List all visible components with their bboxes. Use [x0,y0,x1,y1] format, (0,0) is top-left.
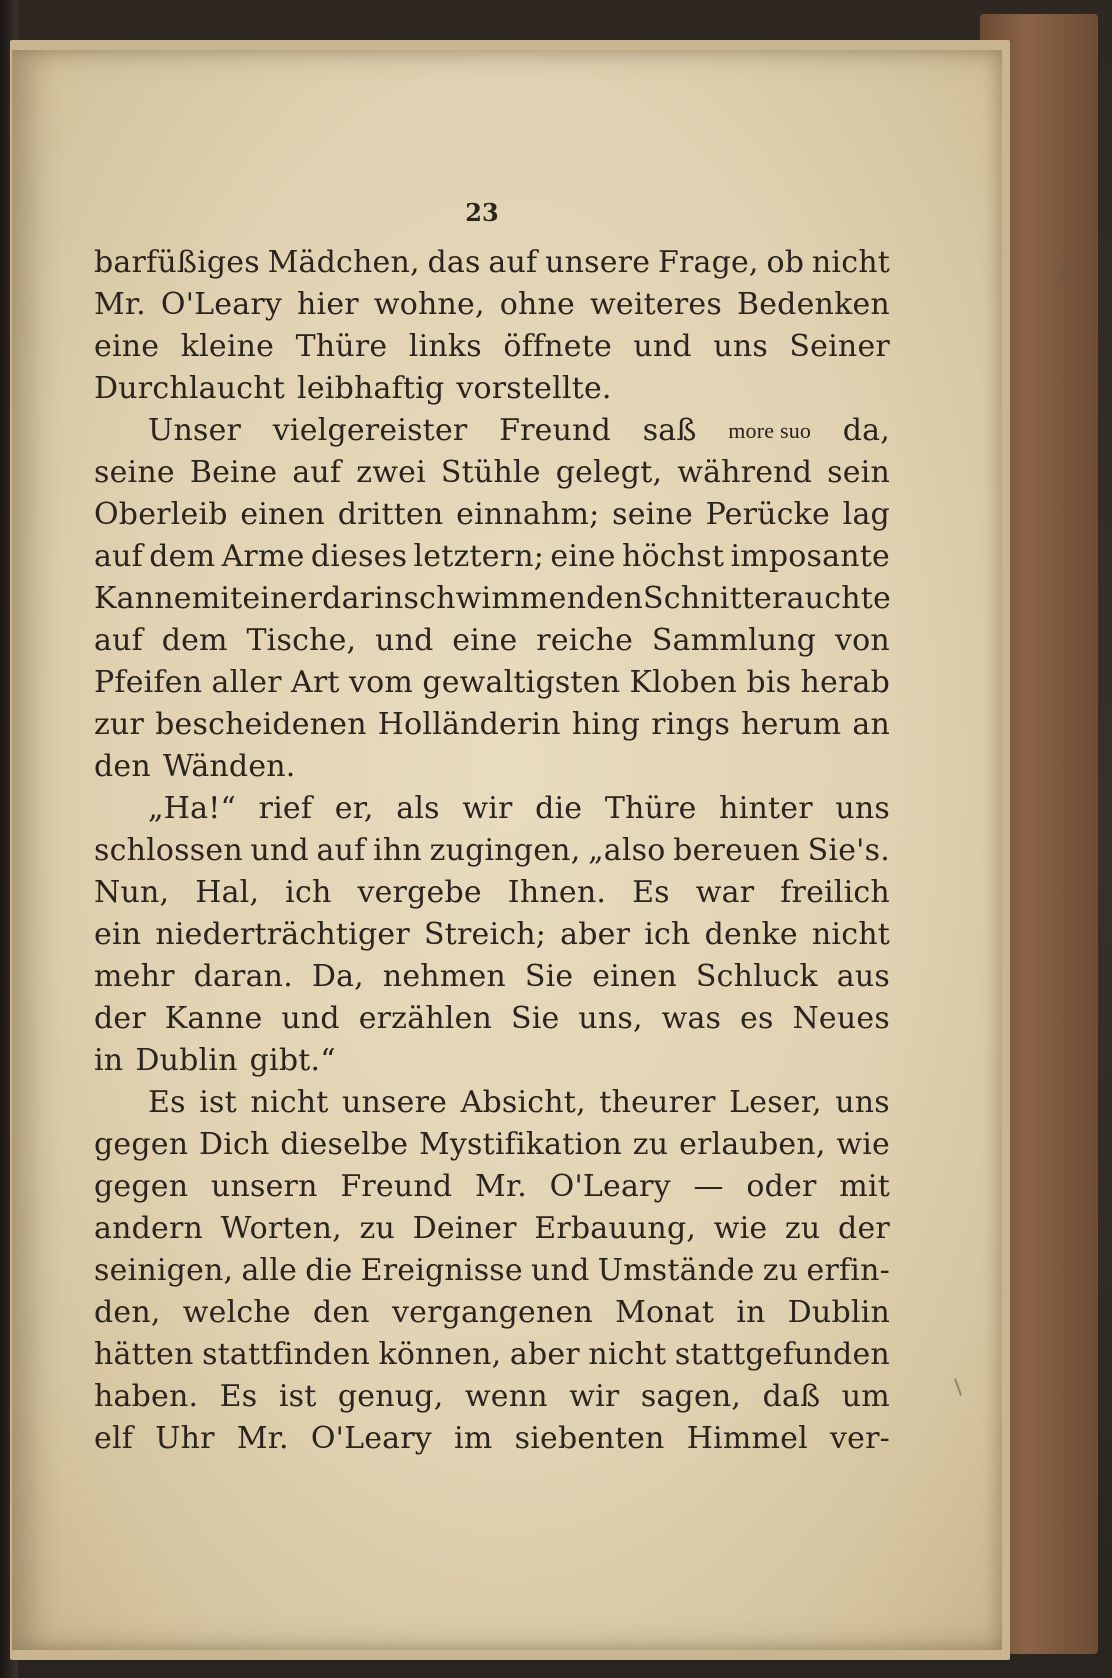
word: freilich [780,875,890,910]
word: Art [290,665,340,700]
word: elf [94,1421,134,1456]
word: Es [148,1085,186,1120]
word: Ereignisse [360,1253,523,1288]
word: zur [94,707,145,742]
word: „Ha!“ [148,791,236,826]
word: vergebe [357,875,482,910]
word: in [736,1295,766,1330]
word: im [454,1421,493,1456]
word: O'Leary [310,1421,432,1456]
word: hinter [719,791,813,826]
word: darin [322,581,404,616]
word: dieselbe [280,1127,409,1162]
text-line [94,536,890,578]
word: den [94,749,151,784]
word: Es [632,875,670,910]
word: höchst [621,539,725,574]
word: ob [766,245,805,280]
word: daran. [193,959,293,994]
word: seine [94,455,175,490]
text-line [94,1418,890,1460]
word: Kloben [629,665,738,700]
text-line [94,326,890,368]
word: Leser, [729,1085,822,1120]
word: eine [550,539,616,574]
word: Mr. [475,1169,527,1204]
word: es [740,1001,774,1036]
word: auf [488,245,538,280]
word: um [841,1379,890,1414]
word: Holländerin [377,707,561,742]
word: können, [378,1337,502,1372]
word: als [396,791,440,826]
word: Sammlung [651,623,817,658]
word: einen [240,497,326,532]
word: eine [94,329,160,364]
word: Mr. [94,287,146,322]
word: ihn [373,833,422,868]
word: O'Leary [160,287,283,322]
word: einnahm; [456,497,600,532]
word: Worten, [220,1211,342,1246]
word: Uhr [155,1421,215,1456]
word: die [535,791,583,826]
word: Kanne [94,581,192,616]
text-line [94,1250,890,1292]
word: Schluck [695,959,818,994]
text-line [94,1208,890,1250]
text-line [94,830,890,872]
word: dritten [337,497,444,532]
text-line [94,956,890,998]
word: saß [642,413,697,448]
book-page [12,50,1002,1650]
word: bis [746,665,792,700]
word: denke [704,917,798,952]
word: Himmel [686,1421,808,1456]
word: niederträchtiger [155,917,410,952]
word: auf [292,455,342,490]
text-line [94,788,890,830]
word: dem [161,623,228,658]
word: Seiner [789,329,890,364]
word: mit [191,581,243,616]
word: wie [713,1211,768,1246]
word: den [312,1295,370,1330]
word: Stühle [440,455,541,490]
word: zu [784,1211,821,1246]
word: Thüre [295,329,388,364]
word: alle [241,1253,298,1288]
word: barfüßiges [94,245,260,280]
text-line [94,242,890,284]
word: vielgereister [272,413,468,448]
word: bereuen [673,833,801,868]
word: schlossen [94,833,243,868]
word: theurer [599,1085,716,1120]
word: Pfeifen [94,665,203,700]
text-line [94,620,890,662]
word: zugingen, [429,833,581,868]
word: sagen, [640,1379,742,1414]
word: Schnitte [642,581,773,616]
word: vorstellte. [456,371,612,406]
page-number: 23 [465,198,499,227]
word: O'Leary [549,1169,671,1204]
word: sein [827,455,890,490]
text-line [94,494,890,536]
word: kleine [180,329,275,364]
text-line [94,704,890,746]
word: Sie [510,1001,560,1036]
word: oder [746,1169,817,1204]
word: ohne [499,287,576,322]
word: Beine [189,455,278,490]
word: aber [560,917,631,952]
word: und [375,623,434,658]
word: nicht [588,1337,667,1372]
word: Streich; [423,917,547,952]
word: Mädchen, [267,245,420,280]
word: rief [258,791,313,826]
word: Sie's. [807,833,890,868]
word: lag [842,497,890,532]
word: zu [762,1253,799,1288]
word: weiteres [590,287,722,322]
word: Umstände [597,1253,755,1288]
word: ich [285,875,332,910]
word: Dublin [787,1295,890,1330]
word: Unser [148,413,242,448]
word: haben. [94,1379,199,1414]
word: Da, [311,959,364,994]
word: Wänden. [162,749,296,784]
word: herab [800,665,890,700]
word: zu [632,1127,669,1162]
text-line [94,746,890,788]
word: seinigen, [94,1253,234,1288]
word: da, [842,413,890,448]
word: Neues [792,1001,890,1036]
word: vom [348,665,414,700]
word: Sie [524,959,574,994]
word: Dublin [135,1043,238,1078]
word: Freund [499,413,612,448]
word: herum [741,707,842,742]
word: einer [242,581,323,616]
word: nicht [250,1085,329,1120]
word: ver- [830,1421,890,1456]
word: aus [836,959,890,994]
word: Dich [199,1127,270,1162]
text-line [94,1334,890,1376]
word: auf [316,833,366,868]
word: auf [94,539,143,574]
word: Oberleib [94,497,228,532]
word: stattfinden [202,1337,371,1372]
word: leibhaftig [297,371,445,406]
word: Arme [221,539,305,574]
word: ist [278,1379,317,1414]
word: erlauben, [679,1127,826,1162]
word: öffnete [503,329,612,364]
word: einen [592,959,677,994]
word: seine [612,497,693,532]
word: uns, [578,1001,643,1036]
word: Kanne [164,1001,263,1036]
word: nicht [811,917,890,952]
word: more suo [728,418,812,443]
word: der [94,1001,146,1036]
word: und [531,1253,590,1288]
word: eine [452,623,518,658]
word: letztern; [413,539,545,574]
word: daß [762,1379,821,1414]
page-text [94,242,890,1460]
word: erfin- [806,1253,890,1288]
word: erzählen [358,1001,493,1036]
word: welche [182,1295,291,1330]
text-line [94,1166,890,1208]
text-line [94,1082,890,1124]
word: schwimmenden [403,581,643,616]
word: — [693,1169,724,1204]
word: den, [94,1295,161,1330]
word: wir [462,791,513,826]
word: links [408,329,482,364]
text-line [94,578,890,620]
word: die [305,1253,353,1288]
word: wir [569,1379,620,1414]
word: was [661,1001,722,1036]
word: uns [835,1085,890,1120]
word: ich [644,917,691,952]
text-line [94,410,890,452]
text-line [94,872,890,914]
text-line [94,1040,890,1082]
word: das [427,245,481,280]
word: dieses [310,539,408,574]
word: Thüre [604,791,697,826]
word: Frage, [657,245,759,280]
word: stattgefunden [674,1337,890,1372]
word: bescheidenen [155,707,367,742]
text-line [94,914,890,956]
word: Ihnen. [507,875,607,910]
word: gibt.“ [249,1043,336,1078]
word: unsern [210,1169,318,1204]
word: siebenten [514,1421,665,1456]
word: zwei [356,455,426,490]
word: andern [94,1211,204,1246]
word: mehr [94,959,175,994]
word: nehmen [382,959,506,994]
word: hätten [94,1337,194,1372]
word: während [677,455,813,490]
word: Durchlaucht [94,371,286,406]
text-line [94,452,890,494]
word: aber [509,1337,580,1372]
text-line [94,368,890,410]
word: zu [359,1211,396,1246]
word: und [281,1001,340,1036]
word: uns [713,329,768,364]
word: ein [94,917,142,952]
word: uns [835,791,890,826]
word: hing [571,707,641,742]
word: Absicht, [460,1085,586,1120]
word: Nun, [94,875,170,910]
text-line [94,662,890,704]
word: war [695,875,755,910]
word: und [633,329,692,364]
word: rauchte [772,581,891,616]
word: mit [839,1169,890,1204]
word: gelegt, [555,455,663,490]
word: Erbauung, [534,1211,697,1246]
text-line [94,1124,890,1166]
word: rings [651,707,731,742]
text-line [94,1376,890,1418]
word: unsere [342,1085,448,1120]
word: aller [211,665,282,700]
word: vergangenen [391,1295,593,1330]
word: imposante [730,539,890,574]
word: von [834,623,890,658]
word: gegen [94,1127,189,1162]
word: wie [836,1127,890,1162]
word: dem [149,539,216,574]
word: hier [297,287,359,322]
word: und [250,833,309,868]
word: Es [219,1379,258,1414]
word: genug, [337,1379,444,1414]
word: er, [334,791,374,826]
word: Freund [340,1169,453,1204]
word: Hal, [195,875,260,910]
word: nicht [811,245,890,280]
word: Monat [615,1295,715,1330]
word: Tische, [246,623,357,658]
word: auf [94,623,143,658]
text-line [94,998,890,1040]
word: Deiner [412,1211,517,1246]
word: Bedenken [736,287,890,322]
word: Mr. [236,1421,289,1456]
word: an [852,707,890,742]
word: unsere [545,245,651,280]
word: „also [588,833,666,868]
word: gewaltigsten [422,665,621,700]
word: wohne, [373,287,485,322]
word: Mystifikation [418,1127,623,1162]
word: Perücke [705,497,830,532]
text-line [94,284,890,326]
word: ist [199,1085,237,1120]
word: in [94,1043,124,1078]
text-line [94,1292,890,1334]
word: der [838,1211,890,1246]
word: wenn [464,1379,548,1414]
word: reiche [536,623,634,658]
word: gegen [94,1169,189,1204]
